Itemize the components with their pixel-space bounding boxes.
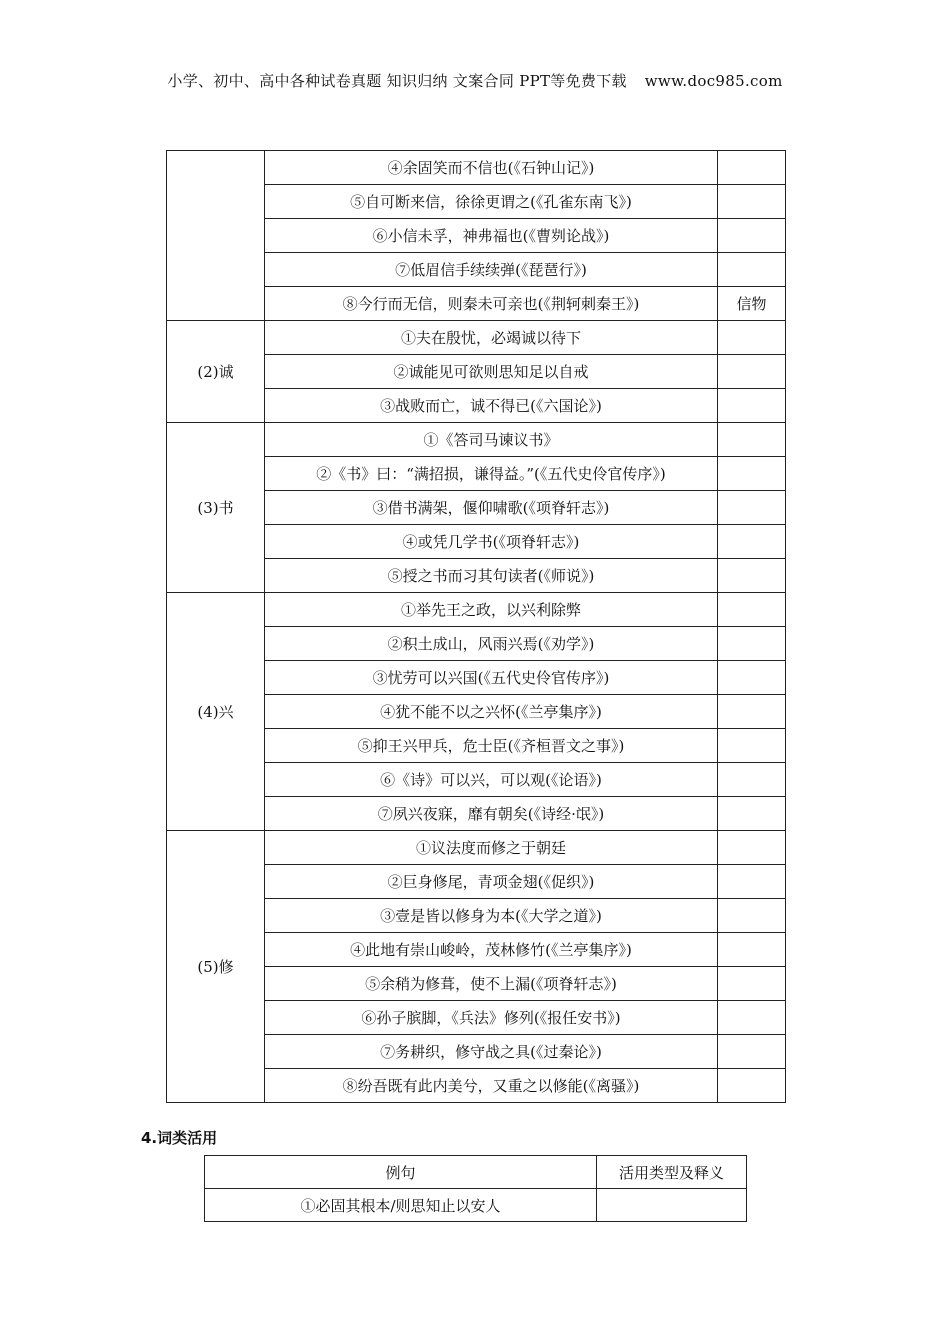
example-cell: ④此地有崇山峻岭，茂林修竹(《兰亭集序》): [265, 933, 718, 967]
example-cell: ①举先王之政，以兴利除弊: [265, 593, 718, 627]
usage-header-example: 例句: [205, 1156, 597, 1189]
example-cell: ①《答司马谏议书》: [265, 423, 718, 457]
term-cell: (2)诚: [167, 321, 265, 423]
term-cell: (4)兴: [167, 593, 265, 831]
example-cell: ⑥小信未孚，神弗福也(《曹刿论战》): [265, 219, 718, 253]
example-cell: ⑧今行而无信，则秦未可亲也(《荆轲刺秦王》): [265, 287, 718, 321]
example-cell: ②诚能见可欲则思知足以自戒: [265, 355, 718, 389]
answer-cell: [718, 457, 786, 491]
table-row: [167, 151, 786, 185]
example-cell: ⑦务耕织，修守战之具(《过秦论》): [265, 1035, 718, 1069]
example-cell: ②巨身修尾，青项金翅(《促织》): [265, 865, 718, 899]
usage-row: [205, 1189, 747, 1222]
table-row: [167, 321, 786, 355]
example-cell: ⑧纷吾既有此内美兮，又重之以修能(《离骚》): [265, 1069, 718, 1103]
answer-cell: [718, 389, 786, 423]
example-cell: ③忧劳可以兴国(《五代史伶官传序》): [265, 661, 718, 695]
term-cell: (5)修: [167, 831, 265, 1103]
usage-example-cell: ①必固其根本/则思知止以安人: [205, 1189, 597, 1222]
answer-cell: [718, 661, 786, 695]
answer-cell: [718, 695, 786, 729]
usage-answer-cell: [597, 1189, 747, 1222]
example-cell: ④犹不能不以之兴怀(《兰亭集序》): [265, 695, 718, 729]
answer-cell: [718, 253, 786, 287]
usage-table: [204, 1155, 747, 1222]
answer-cell: [718, 219, 786, 253]
answer-cell: [718, 355, 786, 389]
usage-header-row: [205, 1156, 747, 1189]
answer-cell: [718, 729, 786, 763]
header-site: www.doc985.com: [644, 72, 783, 90]
answer-cell: [718, 831, 786, 865]
page-header: [0, 70, 950, 91]
table-row: [167, 831, 786, 865]
answer-cell: [718, 763, 786, 797]
answer-cell: [718, 525, 786, 559]
example-cell: ⑤抑王兴甲兵，危士臣(《齐桓晋文之事》): [265, 729, 718, 763]
answer-cell: [718, 593, 786, 627]
example-cell: ⑤授之书而习其句读者(《师说》): [265, 559, 718, 593]
answer-cell: [718, 1001, 786, 1035]
answer-cell: 信物: [718, 287, 786, 321]
answer-cell: [718, 423, 786, 457]
answer-cell: [718, 797, 786, 831]
table-row: [167, 423, 786, 457]
answer-cell: [718, 899, 786, 933]
example-cell: ⑤余稍为修葺，使不上漏(《项脊轩志》): [265, 967, 718, 1001]
example-cell: ④余固笑而不信也(《石钟山记》): [265, 151, 718, 185]
example-cell: ④或凭几学书(《项脊轩志》): [265, 525, 718, 559]
answer-cell: [718, 1035, 786, 1069]
example-cell: ②积土成山，风雨兴焉(《劝学》): [265, 627, 718, 661]
table-row: [167, 593, 786, 627]
answer-cell: [718, 627, 786, 661]
example-cell: ⑦低眉信手续续弹(《琵琶行》): [265, 253, 718, 287]
answer-cell: [718, 151, 786, 185]
section-title: 4.词类活用: [141, 1129, 218, 1147]
example-cell: ①夫在殷忧，必竭诚以待下: [265, 321, 718, 355]
example-cell: ⑥《诗》可以兴，可以观(《论语》): [265, 763, 718, 797]
example-cell: ①议法度而修之于朝廷: [265, 831, 718, 865]
answer-cell: [718, 933, 786, 967]
example-cell: ③壹是皆以修身为本(《大学之道》): [265, 899, 718, 933]
answer-cell: [718, 185, 786, 219]
answer-cell: [718, 559, 786, 593]
vocab-table: [166, 150, 786, 1103]
header-text: 小学、初中、高中各种试卷真题 知识归纳 文案合同 PPT等免费下载: [167, 72, 627, 90]
usage-header-type: 活用类型及释义: [597, 1156, 747, 1189]
example-cell: ⑥孙子膑脚，《兵法》修列(《报任安书》): [265, 1001, 718, 1035]
example-cell: ⑦夙兴夜寐，靡有朝矣(《诗经·氓》): [265, 797, 718, 831]
answer-cell: [718, 491, 786, 525]
example-cell: ②《书》曰：“满招损，谦得益。”(《五代史伶官传序》): [265, 457, 718, 491]
term-cell: [167, 151, 265, 321]
example-cell: ③战败而亡，诚不得已(《六国论》): [265, 389, 718, 423]
answer-cell: [718, 967, 786, 1001]
term-cell: (3)书: [167, 423, 265, 593]
answer-cell: [718, 1069, 786, 1103]
example-cell: ③借书满架，偃仰啸歌(《项脊轩志》): [265, 491, 718, 525]
answer-cell: [718, 865, 786, 899]
example-cell: ⑤自可断来信，徐徐更谓之(《孔雀东南飞》): [265, 185, 718, 219]
answer-cell: [718, 321, 786, 355]
